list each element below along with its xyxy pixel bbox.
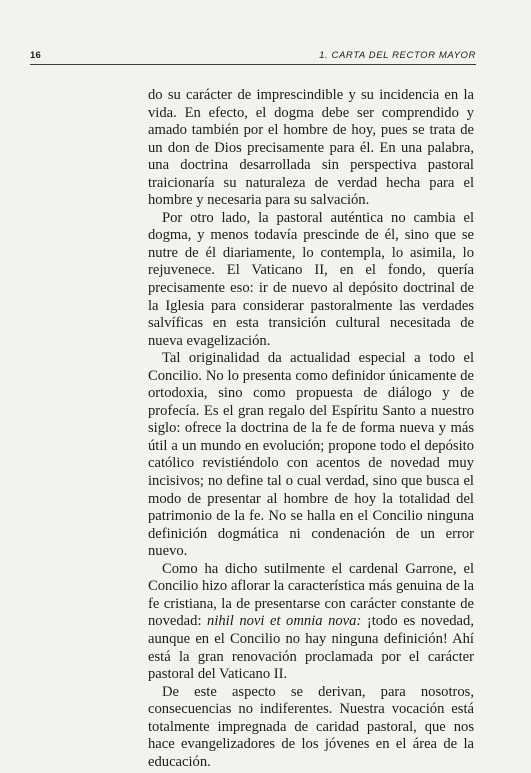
page-header <box>30 50 476 64</box>
running-head: 1. CARTA DEL RECTOR MAYOR <box>319 50 476 61</box>
paragraph: De este aspecto se derivan, para nosotros, consecuencias no indiferentes. Nuestra vocación está totalmente impregnada de caridad pastoral, que nos hace evangelizadores de los jóvenes en el área de la educación. <box>148 683 474 770</box>
latin-quote: nihil novi et omnia nova: <box>207 613 362 630</box>
body-text <box>148 87 474 771</box>
paragraph: Por otro lado, la pastoral auténtica no cambia el dogma, y menos todavía prescinde de él, sino que se nutre de él diariamente, lo contempla, lo asimila, lo rejuvenece. El Vaticano II, en el fondo, quería precisamente eso: ir de nuevo al depósito doctrinal de la Iglesia para considerar pastoralmente las verdades salvíficas en esta transición cultural necesitada de nueva evagelización. <box>148 209 474 349</box>
page-number: 16 <box>30 50 41 61</box>
paragraph-text: Como ha dicho sutilmente el cardenal Garrone, el Concilio hizo aflorar la característica más genuina de la fe cristiana, la de presentarse con carácter constante de novedad: <box>148 560 474 630</box>
paragraph-text: ¡todo es novedad, aunque en el Concilio no hay ninguna definición! Ahí está la gran renovación proclamada por el carácter pastoral del Vaticano II. <box>148 613 474 683</box>
header-rule <box>30 64 476 65</box>
paragraph-continuation: do su carácter de imprescindible y su incidencia en la vida. En efecto, el dogma debe ser comprendido y amado también por el hombre de hoy, pues se trata de un don de Dios precisamente para él. En una palabra, una doctrina desarrollada sin perspectiva pastoral traicionaría su naturaleza de verdad hecha para el hombre y necesaria para su salvación. <box>148 87 474 209</box>
paragraph-with-latin-quote <box>148 561 474 684</box>
paragraph: Tal originalidad da actualidad especial a todo el Concilio. No lo presenta como definidor únicamente de ortodoxia, sino como propuesta de diálogo y de profecía. Es el gran regalo del Espíritu Santo a nuestro siglo: ofrece la doctrina de la fe de forma nueva y más útil a un mundo en evolución; propone todo el depósito católico revistiéndolo con acentos de novedad muy incisivos; no define tal o cual verdad, sino que busca el modo de presentar al hombre de hoy la totalidad del patrimonio de la fe. No se halla en el Concilio ninguna definición dogmática ni condenación de un error nuevo. <box>148 350 474 560</box>
